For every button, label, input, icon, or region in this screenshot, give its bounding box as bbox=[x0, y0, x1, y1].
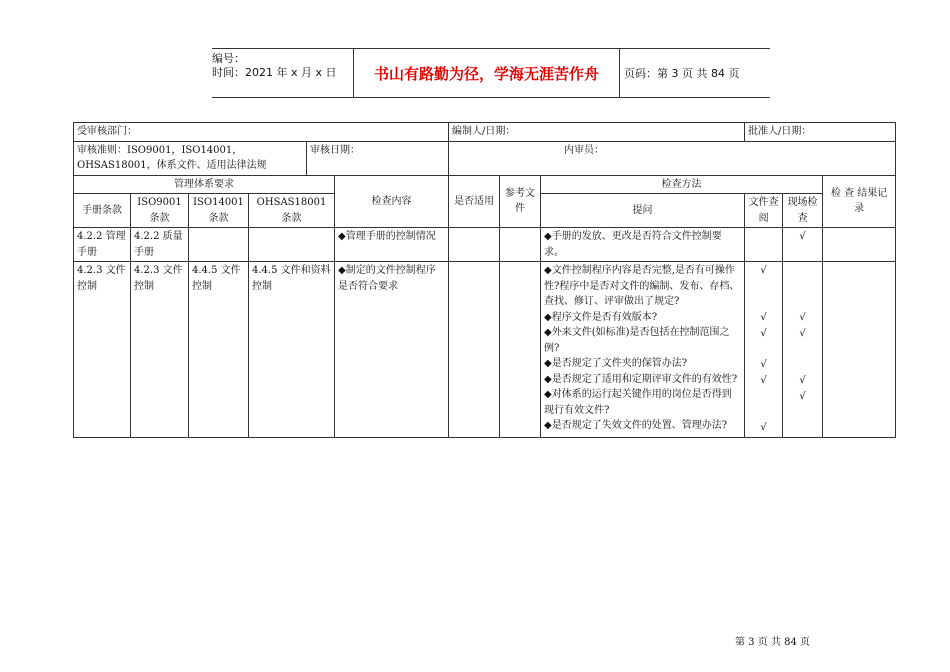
site-check-mark: √ bbox=[799, 375, 806, 386]
check-content: ◆制定的文件控制程序是否符合要求 bbox=[335, 262, 449, 438]
site-check-mark: √ bbox=[799, 312, 806, 323]
doc-check-mark: √ bbox=[760, 328, 767, 339]
header-number-label: 编号： bbox=[212, 52, 245, 65]
site-check-mark: √ bbox=[799, 231, 806, 242]
site-check-header: 现场检查 bbox=[783, 194, 823, 228]
approver-field: 批准人/日期： bbox=[745, 123, 896, 142]
iso9001-clause: 4.2.2 质量手册 bbox=[131, 228, 189, 262]
doc-check-mark: √ bbox=[760, 265, 767, 276]
audit-checklist-table bbox=[73, 122, 896, 438]
site-check-mark bbox=[786, 420, 819, 436]
ohsas-header: OHSAS18001条款 bbox=[249, 194, 335, 228]
ohsas-clause bbox=[249, 228, 335, 262]
editor-field: 编制人/日期： bbox=[449, 123, 745, 142]
doc-check-mark: √ bbox=[760, 375, 767, 386]
applicable-cell bbox=[449, 262, 500, 438]
criteria-field: 审核准则：ISO9001，ISO14001，OHSAS18001，体系文件、适用法律法规 bbox=[77, 144, 267, 171]
doc-review-cell bbox=[745, 262, 783, 438]
question-item: ◆对体系的运行起关键作用的岗位是否得到现行有效文件? bbox=[544, 389, 732, 416]
iso9001-header: ISO9001条款 bbox=[131, 194, 189, 228]
result-cell bbox=[823, 228, 896, 262]
site-check-cell bbox=[783, 262, 823, 438]
doc-review-cell bbox=[745, 228, 783, 262]
question-item: ◆是否规定了文件夹的保管办法? bbox=[544, 358, 688, 369]
header-time: 时间：2021 年 x 月 x 日 bbox=[212, 66, 337, 79]
question-item: ◆程序文件是否有效版本? bbox=[544, 311, 658, 323]
form-row-1 bbox=[74, 123, 896, 142]
doc-check-mark: √ bbox=[760, 422, 767, 433]
method-header: 检查方法 bbox=[541, 175, 823, 194]
mgmt-requirements-header: 管理体系要求 bbox=[74, 175, 335, 194]
question-item: ◆文件控制程序内容是否完整,是否有可操作性?程序中是否对文件的编制、发布、存档、查找、修订、评审做出了规定? bbox=[544, 265, 740, 307]
doc-check-mark bbox=[748, 389, 779, 420]
doc-review-header: 文件查阅 bbox=[745, 194, 783, 228]
result-cell bbox=[823, 262, 896, 438]
manual-header: 手册条款 bbox=[74, 194, 131, 228]
doc-check-mark: √ bbox=[760, 359, 767, 370]
iso14001-header: ISO14001条款 bbox=[189, 194, 249, 228]
question-item: ◆是否规定了失效文件的处置、管理办法? bbox=[544, 420, 728, 431]
applicable-header: 是否适用 bbox=[449, 175, 500, 228]
header-page-info: 页码：第 3 页 共 84 页 bbox=[624, 67, 740, 80]
question-item: ◆是否规定了适用和定期评审文件的有效性? bbox=[544, 373, 738, 385]
content-header: 检查内容 bbox=[335, 175, 449, 228]
applicable-cell bbox=[449, 228, 500, 262]
form-row-2 bbox=[74, 141, 896, 175]
iso14001-clause bbox=[189, 228, 249, 262]
table-row bbox=[74, 228, 896, 262]
manual-clause: 4.2.3 文件控制 bbox=[74, 262, 131, 438]
auditor-field: 内审员： bbox=[449, 141, 896, 175]
document-header bbox=[212, 48, 770, 98]
ohsas-clause: 4.4.5 文件和资料控制 bbox=[249, 262, 335, 438]
page-footer: 第 3 页 共 84 页 bbox=[735, 637, 810, 648]
check-content: ◆管理手册的控制情况 bbox=[335, 228, 449, 262]
doc-check-mark: √ bbox=[760, 312, 767, 323]
reference-header: 参考文件 bbox=[500, 175, 541, 228]
header-meta bbox=[212, 49, 353, 100]
question-item: ◆手册的发放、更改是否符合文件控制要求。 bbox=[544, 231, 722, 258]
site-check-mark: √ bbox=[799, 328, 806, 339]
header-slogan: 书山有路勤为径，学海无涯苦作舟 bbox=[353, 49, 620, 97]
reference-cell bbox=[500, 228, 541, 262]
site-check-mark bbox=[786, 357, 819, 373]
iso14001-clause: 4.4.5 文件控制 bbox=[189, 262, 249, 438]
table-row bbox=[74, 262, 896, 438]
site-check-cell bbox=[783, 228, 823, 262]
site-check-mark bbox=[786, 263, 819, 310]
audit-date-field: 审核日期： bbox=[306, 142, 448, 175]
doc-check-mark bbox=[748, 229, 779, 260]
question-cell bbox=[541, 262, 745, 438]
question-header: 提问 bbox=[541, 194, 745, 228]
reference-cell bbox=[500, 262, 541, 438]
question-cell bbox=[541, 228, 745, 262]
dept-field: 受审核部门： bbox=[74, 123, 449, 142]
criteria-cell bbox=[74, 141, 449, 175]
question-item: ◆外来文件(如标准)是否包括在控制范围之例? bbox=[544, 327, 730, 354]
header-row-1 bbox=[74, 175, 896, 194]
manual-clause: 4.2.2 管理手册 bbox=[74, 228, 131, 262]
site-check-mark: √ bbox=[799, 391, 806, 402]
result-header: 检 查 结果记录 bbox=[823, 175, 896, 228]
iso9001-clause: 4.2.3 文件控制 bbox=[131, 262, 189, 438]
